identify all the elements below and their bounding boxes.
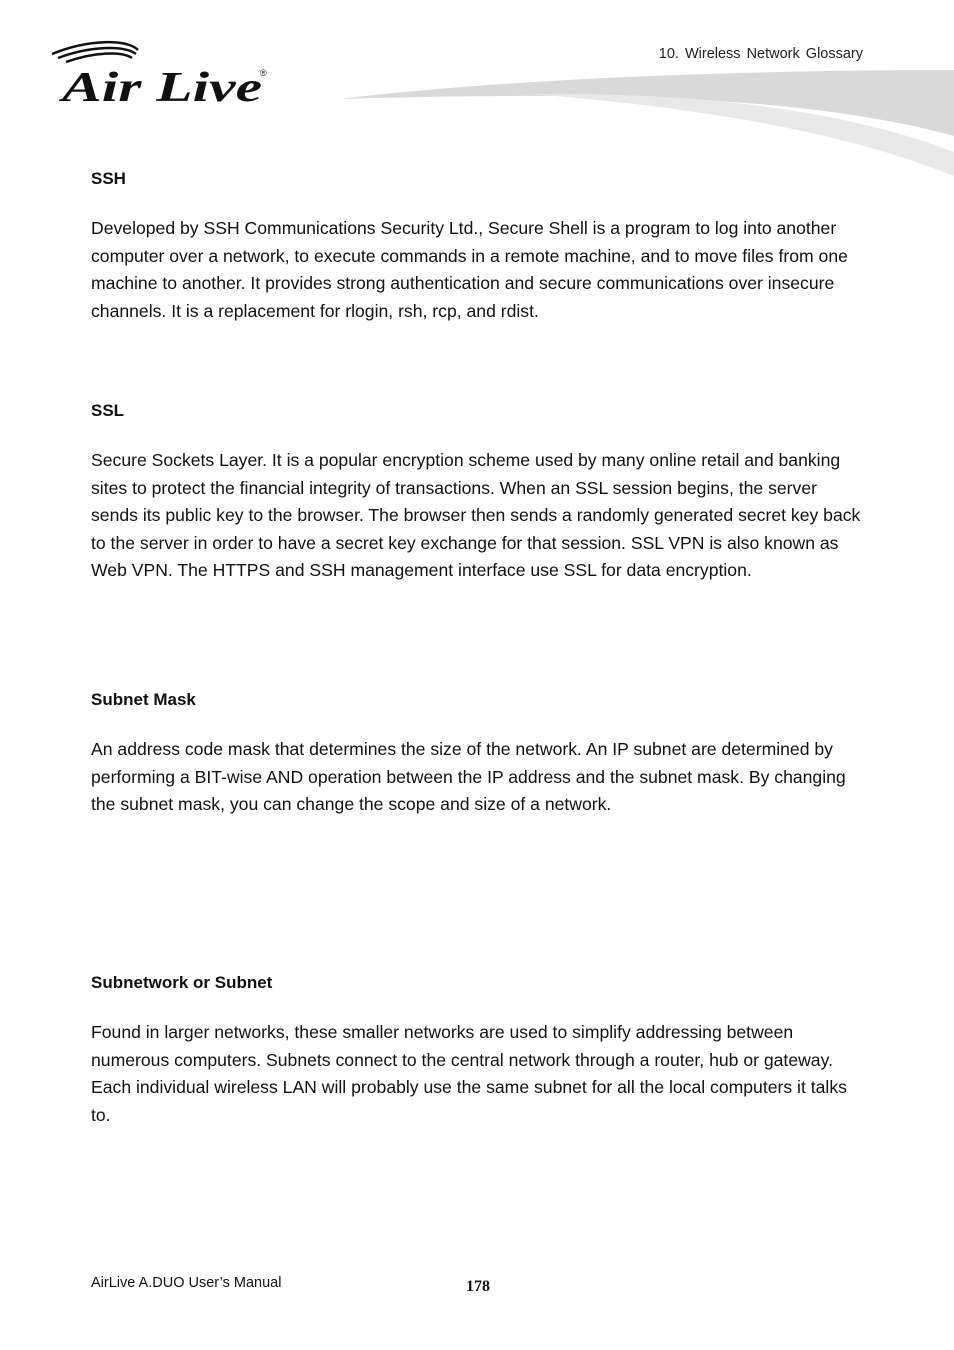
definition-subnet-mask: An address code mask that determines the size of the network. An IP subnet are determined by performing a BIT-wise AND operation between the IP address and the subnet mask. By changing the subnet mask, you can change the scope and size of a network. <box>91 739 846 815</box>
chapter-title: 10. Wireless Network Glossary <box>658 46 863 62</box>
definition-ssl: Secure Sockets Layer. It is a popular encryption scheme used by many online retail and banking sites to protect the financial integrity of transactions. When an SSL session begins, the server sends its public key to the browser. The browser then sends a randomly generated secret key back to the server in order to have a secret key exchange for that session. SSL VPN is also known as Web VPN. The HTTPS and SSH management interface use SSL for data encryption. <box>91 450 861 581</box>
definition-subnetwork: Found in larger networks, these smaller networks are used to simplify addressing between numerous computers. Subnets connect to the central network through a router, hub or gateway. Each individual wireless LAN will probably use the same subnet for all the local computers it talks to. <box>91 1022 847 1125</box>
term-subnetwork: Subnetwork or Subnet <box>91 973 273 992</box>
footer-manual-title: AirLive A.DUO User’s Manual <box>91 1275 282 1291</box>
definition-ssh: Developed by SSH Communications Security Ltd., Secure Shell is a program to log into another computer over a network, to execute commands in a remote machine, and to move files from one machine to another. It provides strong authentication and secure communications over insecure channels. It is a replacement for rlogin, rsh, rcp, and rdist. <box>91 218 848 321</box>
header-swoosh <box>330 64 954 184</box>
svg-text:®: ® <box>260 68 267 78</box>
term-ssh: SSH <box>91 169 126 188</box>
airlive-logo <box>46 40 276 110</box>
svg-text:Air Live: Air Live <box>57 65 263 110</box>
term-subnet-mask: Subnet Mask <box>91 690 196 709</box>
page-number: 178 <box>466 1278 490 1295</box>
term-ssl: SSL <box>91 401 125 420</box>
